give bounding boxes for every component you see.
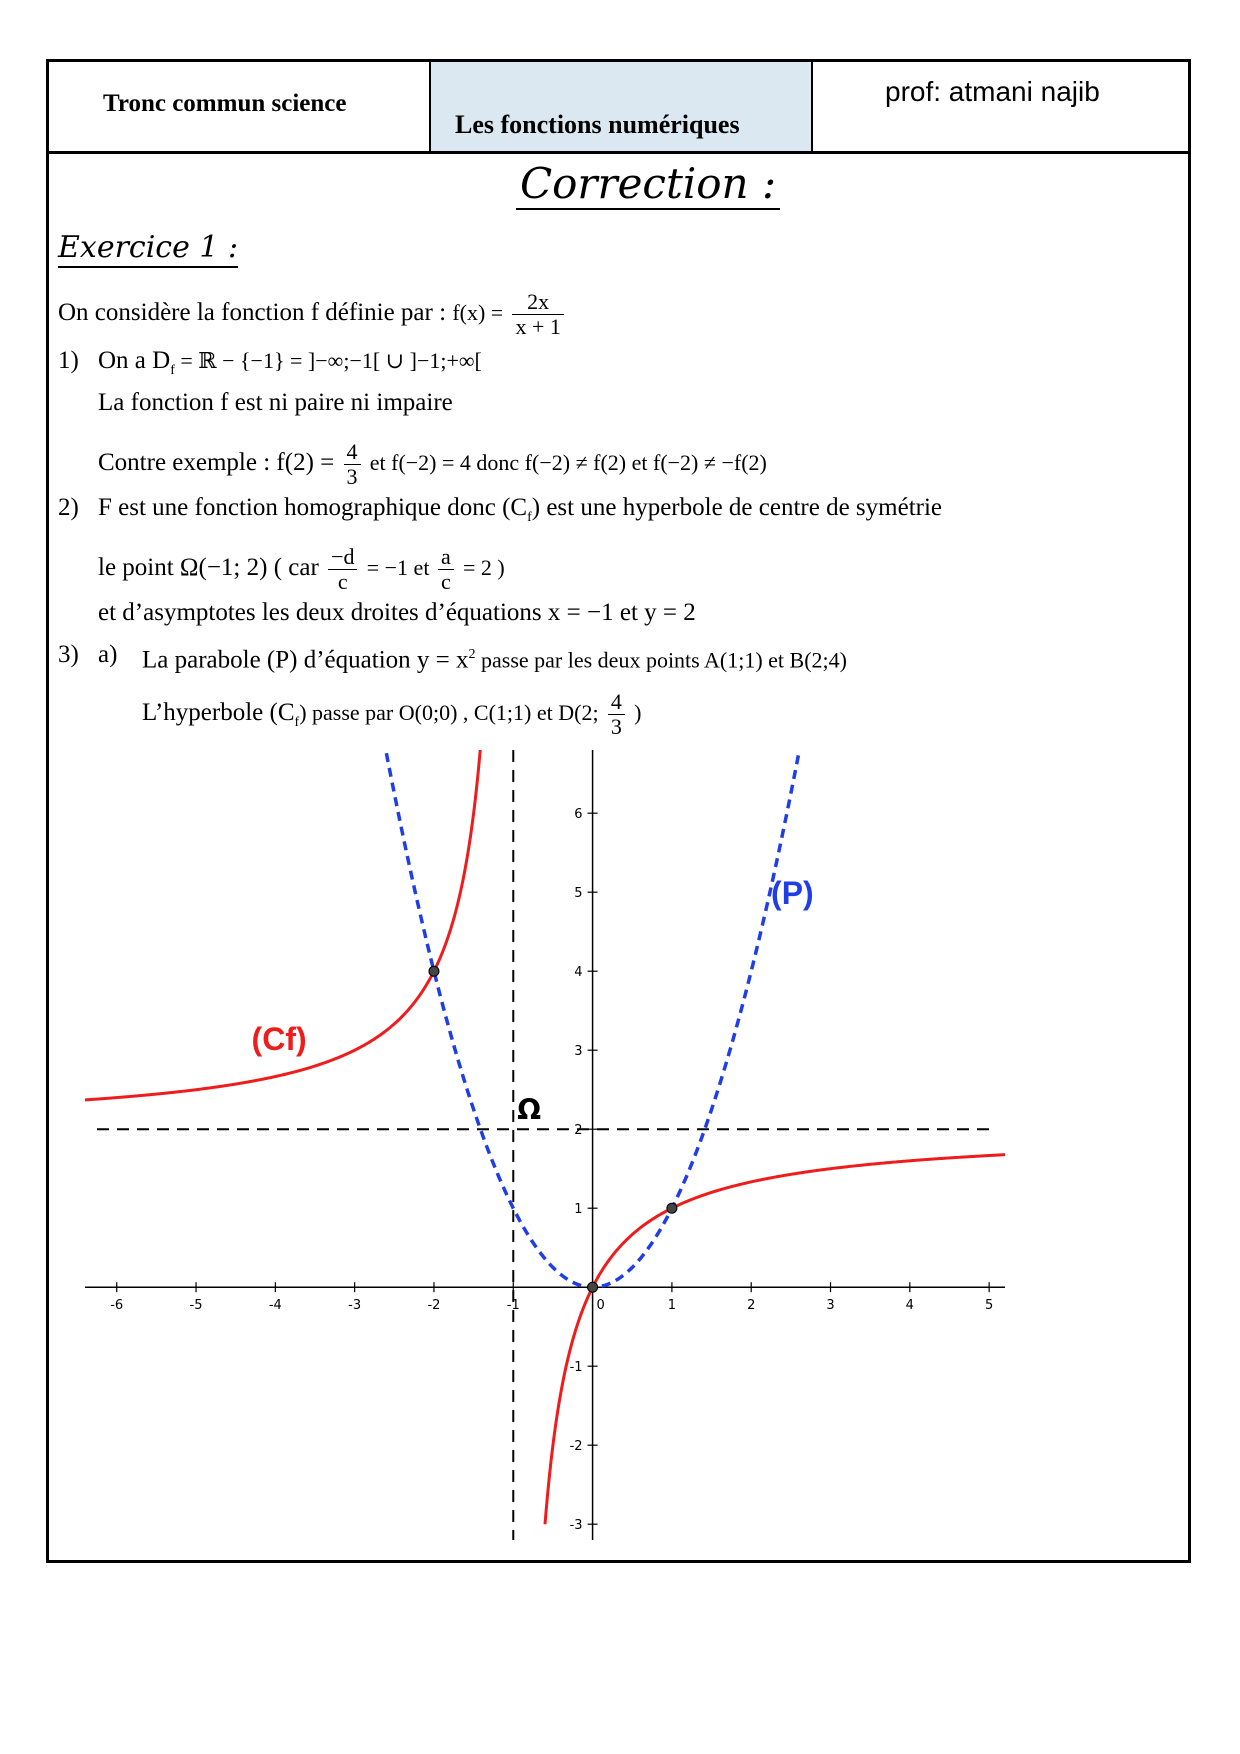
q2-number: 2) — [58, 494, 79, 521]
x-tick-label: 2 — [747, 1298, 756, 1314]
intro-denominator: x + 1 — [515, 314, 561, 339]
q2-frac1-num: −d — [328, 545, 357, 570]
q3-part-a: a) — [98, 641, 118, 668]
y-tick-label: 4 — [574, 965, 583, 981]
header-cell-teacher — [813, 62, 1191, 151]
header-subject: Les fonctions numériques — [455, 110, 740, 139]
q2-l1-sub: f — [527, 510, 532, 525]
hyperbola-label: (Cf) — [251, 1021, 307, 1058]
intro-text: On considère la fonction f définie par : — [58, 299, 447, 327]
x-tick-label: -1 — [506, 1298, 520, 1314]
q2-l2-a: le point Ω(−1; 2) ( car — [98, 554, 326, 582]
intro-line — [58, 290, 567, 339]
q2-line-3: et d’asymptotes les deux droites d’équations x = −1 et y = 2 — [98, 599, 696, 626]
q2-l2-b: = −1 et — [366, 555, 435, 581]
q1-domain-b: = ℝ − {−1} = ]−∞;−1[ ∪ ]−1;+∞[ — [174, 348, 482, 373]
q1-domain-sub: f — [170, 363, 175, 378]
x-tick-label: -4 — [268, 1298, 282, 1314]
y-tick-label: 3 — [574, 1044, 583, 1060]
q1-number: 1) — [58, 347, 79, 374]
x-tick-label: -3 — [348, 1298, 362, 1314]
q3-l2-sub: f — [294, 715, 300, 731]
q1-domain-a: On a D — [98, 347, 171, 374]
q2-frac2-den: c — [440, 569, 451, 594]
x-tick-label: -5 — [189, 1298, 203, 1314]
q3-fraction — [608, 690, 625, 739]
q2-frac1-den: c — [337, 569, 348, 594]
function-graph — [85, 750, 1005, 1540]
hyperbola-right-branch — [545, 1155, 1005, 1525]
q2-fraction-1 — [328, 545, 357, 594]
y-tick-label: 1 — [574, 1202, 583, 1218]
q1-parity-line: La fonction f est ni paire ni impaire — [98, 389, 453, 416]
q3-l1-a: La parabole (P) d’équation y = x — [142, 646, 469, 674]
q1-counter-a: Contre exemple : f(2) = — [98, 449, 335, 477]
q2-l1-a: F est une fonction homographique donc (C — [98, 494, 528, 521]
x-tick-label: 3 — [826, 1298, 835, 1314]
q3-fraction-den: 3 — [610, 714, 622, 739]
q3-number: 3) — [58, 641, 79, 668]
q1-counter-b: et f(−2) = 4 donc f(−2) ≠ f(2) et f(−2) ≠ −f(2) — [369, 450, 767, 476]
q1-domain-line — [98, 346, 482, 386]
q3-l2-c: ) — [634, 700, 642, 726]
q3-line-1 — [142, 640, 847, 675]
intersection-point — [429, 966, 439, 976]
y-tick-label: -2 — [569, 1439, 583, 1455]
exercise-title: Exercice 1 : — [58, 230, 238, 268]
q3-l1-b: passe par les deux points A(1;1) et B(2;4) — [475, 647, 847, 673]
q1-counterexample-line — [98, 440, 767, 489]
intro-fraction — [512, 290, 563, 339]
x-tick-label: 0 — [596, 1298, 605, 1314]
y-tick-label: 2 — [574, 1123, 583, 1139]
x-tick-label: -6 — [110, 1298, 124, 1314]
q1-fraction-den: 3 — [346, 464, 358, 489]
header-teacher: prof: atmani najib — [885, 76, 1100, 107]
parabola-label: (P) — [771, 875, 814, 912]
q2-l2-c: = 2 ) — [462, 555, 505, 581]
intro-numerator: 2x — [512, 290, 563, 315]
header-table — [49, 62, 1188, 154]
header-level: Tronc commun science — [103, 90, 347, 117]
q2-line-1 — [98, 493, 942, 533]
q2-l1-b: ) est une hyperbole de centre de symétrie — [531, 494, 943, 521]
q3-fraction-num: 4 — [608, 690, 625, 715]
y-tick-label: -3 — [569, 1518, 583, 1534]
q3-l2-a: L’hyperbole (C — [142, 699, 295, 727]
x-tick-label: 5 — [984, 1298, 994, 1314]
intersection-point — [667, 1203, 677, 1213]
x-tick-label: -2 — [427, 1298, 441, 1314]
q3-l1-sup: 2 — [468, 647, 476, 662]
x-tick-label: 1 — [667, 1298, 677, 1314]
q3-l2-b: ) passe par O(0;0) , C(1;1) et D(2; — [299, 700, 599, 726]
q3-line-2 — [142, 690, 641, 739]
intersection-point — [588, 1282, 598, 1292]
q2-line-2 — [98, 545, 505, 594]
center-omega-label: Ω — [517, 1093, 542, 1127]
y-tick-label: -1 — [569, 1360, 583, 1376]
page-title: Correction : — [516, 160, 780, 210]
q1-fraction-num: 4 — [344, 440, 361, 465]
header-cell-level — [49, 62, 431, 151]
x-tick-label: 4 — [905, 1298, 914, 1314]
intro-fx: f(x) = — [452, 300, 504, 326]
q1-fraction — [344, 440, 361, 489]
q2-frac2-num: a — [438, 545, 454, 570]
header-cell-subject — [431, 62, 813, 151]
q2-fraction-2 — [438, 545, 454, 594]
y-tick-label: 6 — [574, 807, 583, 823]
y-tick-label: 5 — [574, 886, 583, 902]
